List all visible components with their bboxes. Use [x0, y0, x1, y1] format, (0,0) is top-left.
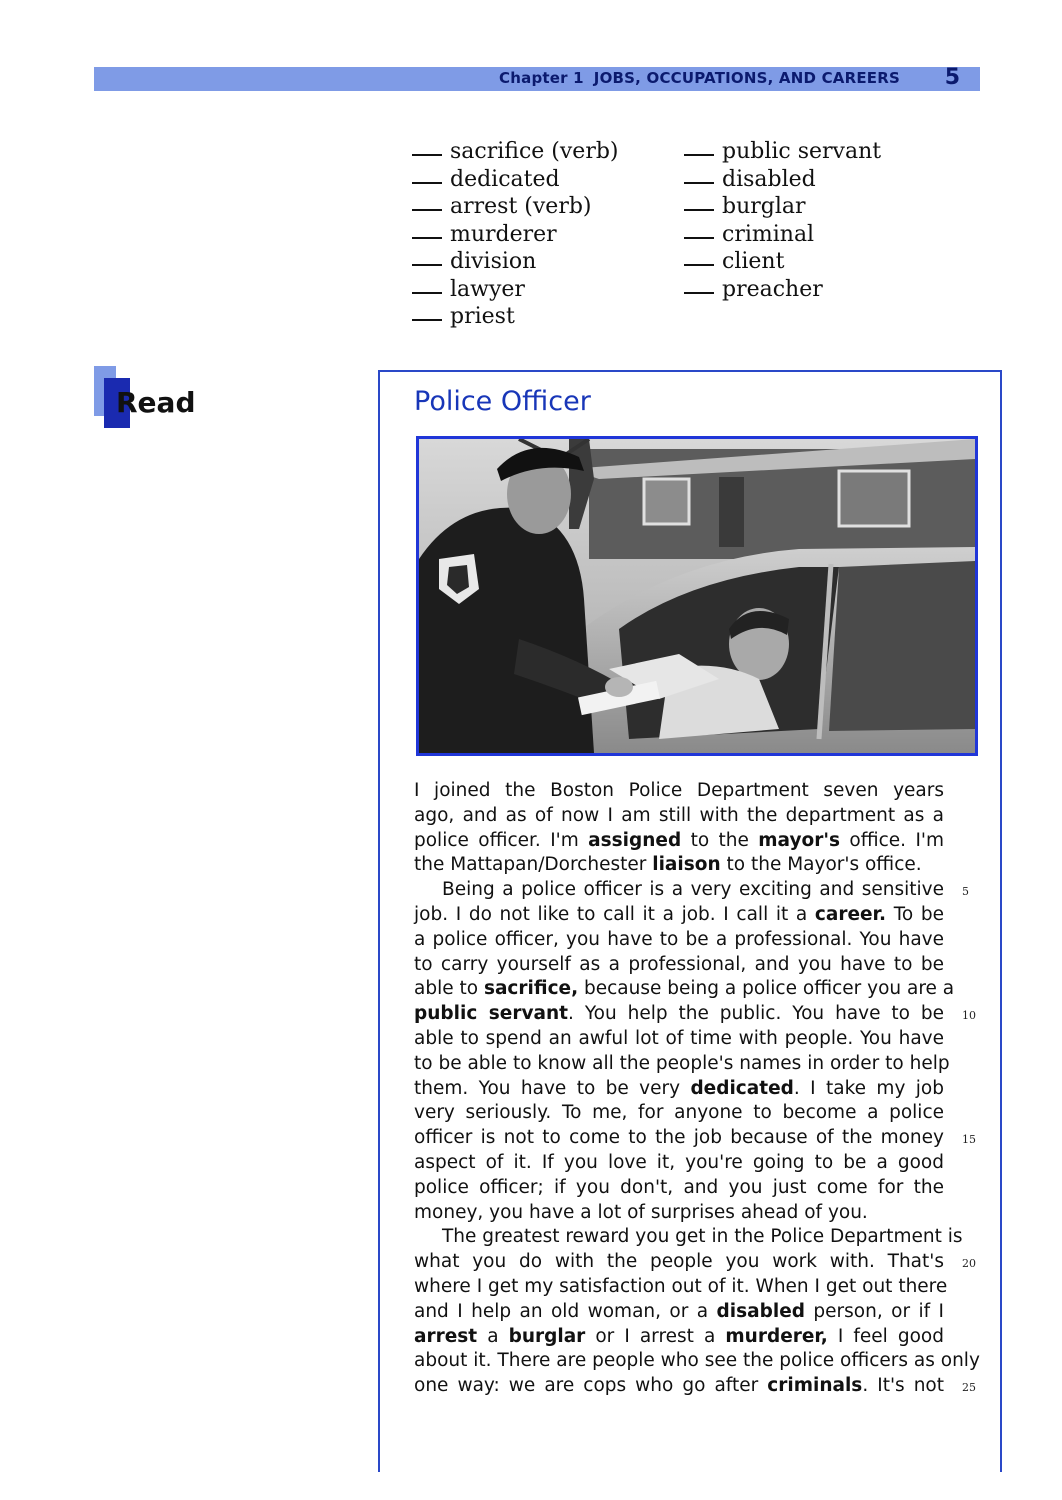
article-line: one way: we are cops who go after criminals. It's not: [414, 1375, 944, 1397]
answer-blank[interactable]: [412, 319, 442, 321]
vocab-item: [684, 276, 881, 304]
vocab-word: division: [450, 249, 537, 274]
article-line: arrest a burglar or I arrest a murderer, I feel good: [414, 1325, 944, 1347]
article-line: them. You have to be very dedicated. I take my job: [414, 1077, 944, 1099]
vocab-item: [412, 303, 619, 331]
answer-blank[interactable]: [412, 209, 442, 211]
article-line: aspect of it. If you love it, you're going to be a good: [414, 1151, 944, 1173]
article-line: I joined the Boston Police Department seven years: [414, 780, 944, 801]
police-officer-photo: [416, 436, 978, 756]
article-line: a police officer, you have to be a professional. You have: [414, 928, 944, 950]
article-line: The greatest reward you get in the Police Department is: [442, 1226, 963, 1248]
article-title: Police Officer: [414, 386, 591, 417]
vocab-highlight: sacrifice,: [483, 978, 579, 1000]
vocab-highlight: liaison: [652, 854, 721, 876]
answer-blank[interactable]: [412, 264, 442, 266]
vocab-highlight: disabled: [716, 1300, 805, 1322]
article-line: about it. There are people who see the police officers as only: [414, 1350, 980, 1372]
article-line: and I help an old woman, or a disabled person, or if I: [414, 1300, 945, 1322]
vocab-item: [684, 193, 881, 221]
vocab-highlight: mayor's: [758, 829, 841, 851]
article-line: officer is not to come to the job because of the money: [414, 1127, 944, 1149]
chapter-header-bar: [94, 67, 980, 91]
vocab-highlight: burglar: [508, 1325, 586, 1347]
article-line: ago, and as of now I am still with the department as a: [414, 804, 944, 826]
article-line: job. I do not like to call it a job. I call it a career. To be: [414, 903, 944, 925]
vocab-item: [412, 221, 619, 249]
vocab-word: murderer: [450, 221, 557, 247]
vocab-item: [684, 221, 881, 249]
vocab-highlight: murderer,: [725, 1325, 828, 1347]
article-line: to be able to know all the people's names in order to help: [414, 1052, 950, 1074]
vocab-word: disabled: [722, 166, 816, 192]
vocab-word: arrest (verb): [450, 194, 592, 219]
vocab-word: burglar: [722, 194, 806, 219]
vocab-word: lawyer: [450, 276, 525, 302]
answer-blank[interactable]: [684, 264, 714, 266]
vocab-word: priest: [450, 304, 515, 329]
line-number: 10: [962, 1009, 976, 1023]
vocab-word: dedicated: [450, 166, 560, 192]
vocab-item: [684, 248, 881, 276]
article-line: very seriously. To me, for anyone to become a police: [414, 1102, 944, 1124]
vocab-word: preacher: [722, 276, 823, 302]
answer-blank[interactable]: [412, 237, 442, 239]
article-line: Being a police officer is a very exciting and sensitive: [442, 879, 944, 901]
article-line: able to sacrifice, because being a police officer you are a: [414, 978, 955, 1000]
article-line: able to spend an awful lot of time with people. You have: [414, 1027, 944, 1049]
chapter-label: Chapter 1: [499, 69, 584, 87]
vocab-word: sacrifice (verb): [450, 139, 619, 164]
vocab-highlight: dedicated: [690, 1077, 794, 1099]
vocab-item: [412, 276, 619, 304]
page-number: 5: [944, 65, 960, 90]
answer-blank[interactable]: [684, 209, 714, 211]
vocab-highlight: public servant: [414, 1003, 569, 1025]
answer-blank[interactable]: [684, 237, 714, 239]
vocab-highlight: arrest: [414, 1325, 478, 1347]
answer-blank[interactable]: [684, 292, 714, 294]
vocab-word: client: [722, 249, 785, 274]
line-number: 5: [962, 885, 969, 899]
article-line: to carry yourself as a professional, and you have to be: [414, 953, 944, 975]
chapter-header: [499, 69, 900, 87]
answer-blank[interactable]: [684, 182, 714, 184]
vocab-item: [684, 166, 881, 194]
photo-illustration: [419, 439, 975, 753]
vocab-list-left: [412, 138, 619, 331]
vocab-item: [412, 166, 619, 194]
chapter-title: JOBS, OCCUPATIONS, AND CAREERS: [593, 69, 900, 87]
article-line: money, you have a lot of surprises ahead of you.: [414, 1201, 868, 1223]
vocab-word: public servant: [722, 139, 882, 164]
vocab-highlight: assigned: [588, 829, 682, 851]
answer-blank[interactable]: [684, 154, 714, 156]
answer-blank[interactable]: [412, 182, 442, 184]
article-line: police officer. I'm assigned to the mayor's office. I'm: [414, 829, 945, 851]
vocab-highlight: career.: [814, 903, 887, 925]
article-line: public servant. You help the public. You have to be: [414, 1003, 944, 1025]
vocab-item: [412, 193, 619, 221]
section-label: Read: [116, 386, 196, 419]
vocab-highlight: criminals: [767, 1375, 863, 1397]
vocab-list-right: [684, 138, 881, 303]
line-number: 15: [962, 1133, 976, 1147]
vocab-word: criminal: [722, 221, 815, 247]
article-line: police officer; if you don't, and you just come for the: [414, 1176, 944, 1198]
article-line: where I get my satisfaction out of it. When I get out there: [414, 1275, 948, 1297]
line-number: 20: [962, 1257, 976, 1271]
vocab-item: [412, 248, 619, 276]
answer-blank[interactable]: [412, 154, 442, 156]
line-number: 25: [962, 1381, 976, 1395]
vocab-item: [684, 138, 881, 166]
vocab-item: [412, 138, 619, 166]
article-line: the Mattapan/Dorchester liaison to the Mayor's office.: [414, 854, 922, 876]
answer-blank[interactable]: [412, 292, 442, 294]
article-line: what you do with the people you work with. That's: [414, 1251, 944, 1273]
read-section-marker: [94, 366, 204, 436]
